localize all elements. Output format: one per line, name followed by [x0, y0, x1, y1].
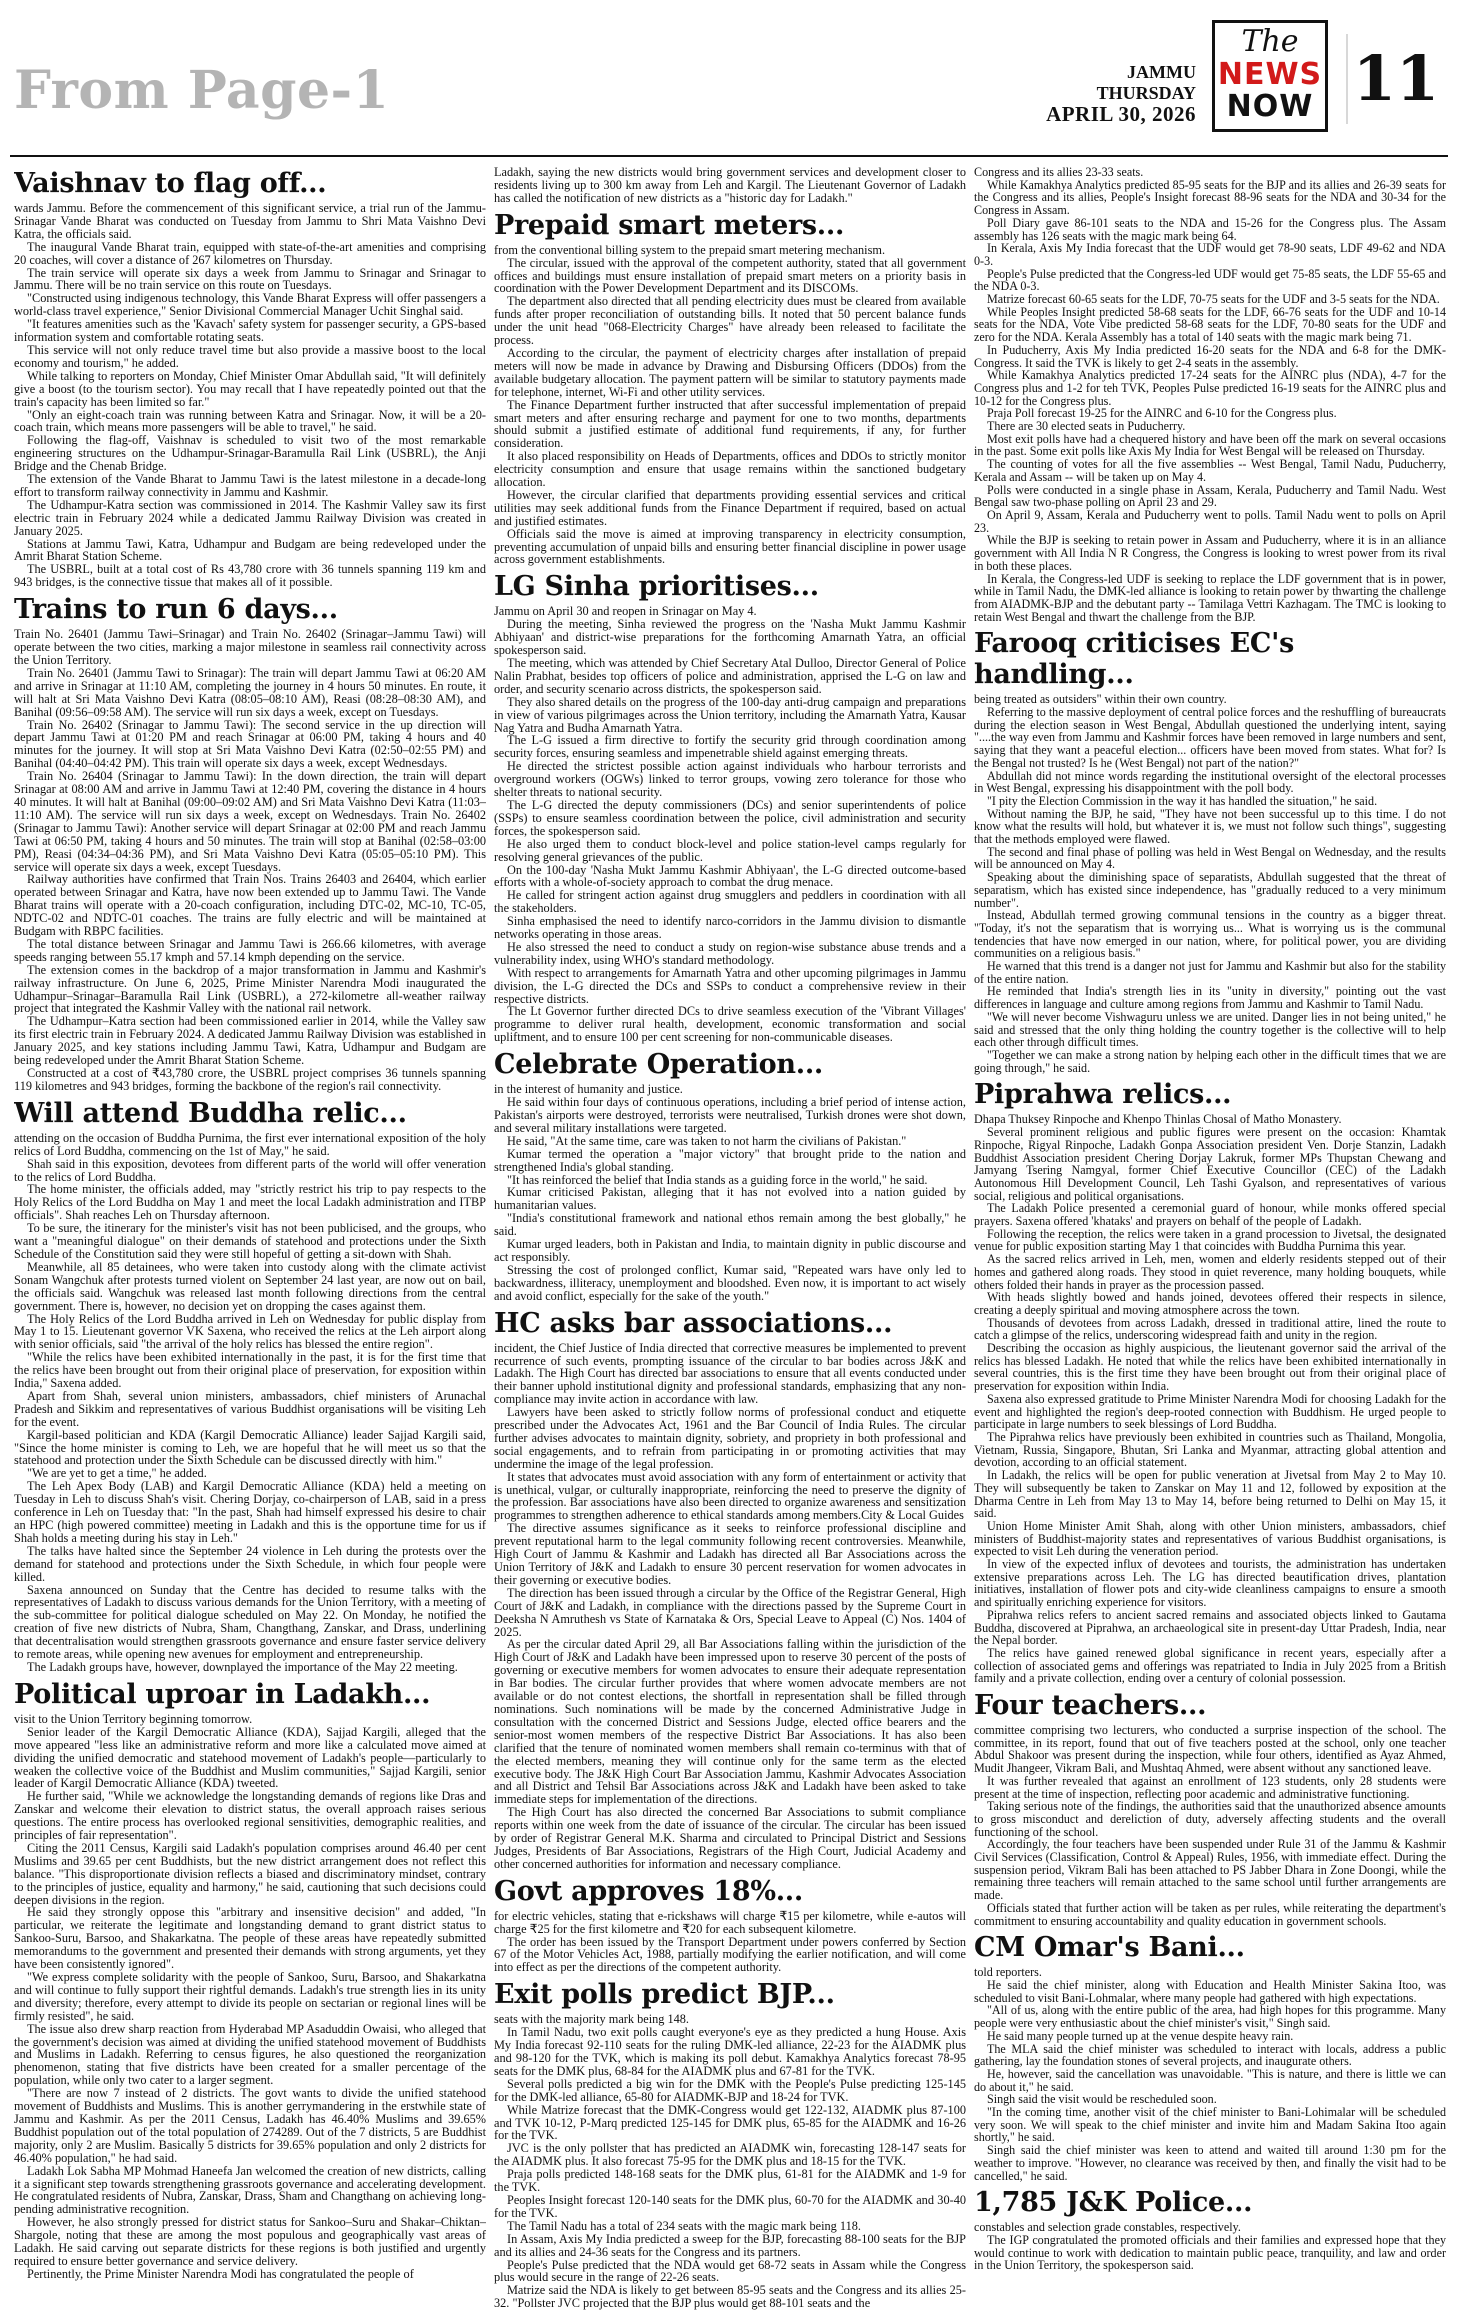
article-paragraph: The meeting, which was attended by Chief Secretary Atal Dulloo, Director General of Police Nalin Prabhat, besides top officers of police and administration, apprised the L-G on law and order, and security scenario across districts, the spokesperson said. [494, 656, 966, 696]
article-paragraph: The MLA said the chief minister was scheduled to interact with locals, address a public gathering, lay the foundation stones of several projects, and inaugurate others. [974, 2041, 1446, 2069]
article-paragraph: The Udhampur-Katra section was commissioned in 2014. The Kashmir Valley saw its first electric train in February 2024 while a dedicated Jammu Railway Division was created in January 2025. [14, 497, 486, 538]
article-paragraph: Following the flag-off, Vaishnav is scheduled to visit two of the most remarkable engineering structures on the Udhampur-Srinagar-Baramulla Rail Link (USBRL), the Anji Bridge and the Chenab Bridge. [14, 433, 486, 474]
article [974, 166, 1446, 623]
article-paragraph: Lawyers have been asked to strictly follow norms of professional conduct and etiquette prescribed under the Advocates Act, 1961 and the Bar Council of India Rules. The circular further advises advocates to maintain dignity, sobriety, and propriety in both professional and social engagements, and to refrain from participating in or promoting activities that may undermine the image of the legal profession. [494, 1405, 966, 1471]
article-paragraph: "Together we can make a strong nation by helping each other in the difficult times that we are going through," he said. [974, 1048, 1446, 1075]
article-paragraph: It was further revealed that against an enrollment of 123 students, only 28 students were present at the time of inspection, reflecting poor academic and administrative functioning. [974, 1773, 1446, 1801]
article-paragraph: "It features amenities such as the 'Kavach' safety system for passenger security, a GPS-based information system and comfortable rotating seats. [14, 317, 486, 345]
article-headline: Farooq criticises EC's handling... [974, 628, 1294, 691]
article-paragraph: The Lt Governor further directed DCs to drive seamless execution of the 'Vibrant Villages' programme to deliver rural health, development, economic transformation and social upliftment, and to ensure 100 per cent screening for non-communicable diseases. [494, 1004, 966, 1045]
article-paragraph: "While the relics have been exhibited internationally in the past, it is for the first time that the relics have been brought out from their original place of preservation, for exposition within India," Saxena added. [14, 1350, 486, 1391]
article-paragraph: He said they strongly oppose this "arbitrary and insensitive decision" and added, "In particular, we reiterate the legitimate and longstanding demand to grant district status to Sankoo-Suru, Barsoo, and Shakarkatna. The people of these areas have repeatedly submitted memorandums to the government and presented their demands with strong arguments, yet they have been consistently ignored". [14, 1905, 486, 1972]
article [494, 210, 966, 567]
article-paragraph: Saxena announced on Sunday that the Centre has decided to resume talks with the representatives of Ladakh to discuss various demands for the Union Territory, with a meeting of the sub-committee for political dialogue scheduled on May 22. On Monday, he notified the creation of five new districts of Nubra, Sham, Changthang, Zanskar, and Drass, underlining that decentralisation would strengthen grassroots governance and ensure faster service delivery to remote areas, while opening new avenues for employment and entrepreneurship. [14, 1582, 486, 1662]
article-paragraph: Kumar urged leaders, both in Pakistan and India, to maintain dignity in public discourse and act responsibly. [494, 1237, 966, 1264]
article-paragraph: In Ladakh, the relics will be open for public veneration at Jivetsal from May 2 to May 10. They will subsequently be taken to Zanskar on May 11 and 12, followed by exposition at the Dharma Centre in Leh from May 13 to May 14, before being returned to Delhi on May 15, it said. [974, 1468, 1446, 1521]
article-paragraph: The USBRL, built at a total cost of Rs 43,780 crore with 36 tunnels spanning 119 km and 943 bridges, is the connective tissue that makes all of it possible. [14, 562, 486, 590]
article-paragraph: This service will not only reduce travel time but also provide a massive boost to the local economy and tourism," he added. [14, 342, 486, 370]
masthead [0, 0, 1458, 160]
article [974, 2187, 1446, 2272]
article-paragraph: The Finance Department further instructed that after successful implementation of prepaid smart meters and after ensuring recharge and payment for one to two months, departments should submit a justified estimate of additional fund requirements, if any, for further consideration. [494, 397, 966, 451]
article-paragraph: Citing the 2011 Census, Kargili said Ladakh's population comprises around 46.40 per cent Muslims and 39.65 per cent Buddhists, but the new district arrangement does not reflect this balance. "This disproportionate division reflects a biased and discriminatory mindset, contrary to the principles of justice, equality and harmony," he said, cautioning that such decisions could deepen divisions in the region. [14, 1840, 486, 1907]
article-paragraph: Most exit polls have had a chequered history and have been off the mark on several occasions in the past. Some exit polls like Axis My India for West Bengal will be released on Thursday. [974, 431, 1446, 459]
article-paragraph: Singh said the visit would be rescheduled soon. [987, 2092, 1217, 2107]
article-paragraph: constables and selection grade constables, respectively. [974, 2220, 1241, 2235]
article-paragraph: Kumar termed the operation a "major victory" that brought pride to the nation and strengthened India's global standing. [494, 1146, 966, 1174]
article-paragraph: Describing the occasion as highly auspicious, the lieutenant governor said the arrival of the relics has blessed Ladakh. He noted that while the relics have been exhibited internationally in several countries, this is the first time they have been brought out from their original place of preservation for exposition within India. [974, 1341, 1446, 1394]
article-paragraph: Train No. 26401 (Jammu Tawi–Srinagar) and Train No. 26402 (Srinagar–Jammu Tawi) will operate between the two cities, marking a major milestone in seamless rail connectivity across the Union Territory. [14, 627, 486, 667]
section-title: From Page-1 [14, 60, 390, 121]
article-paragraph: "Only an eight-coach train was running between Katra and Srinagar. Now, it will be a 20-coach train, which means more passengers will be able to travel," he said. [14, 407, 486, 435]
article-paragraph: The L-G issued a firm directive to fortify the security grid through coordination among security forces, ensuring seamless and impenetrable shield against emerging threats. [494, 733, 966, 761]
article-paragraph: seats with the majority mark being 148. [494, 2012, 690, 2027]
article-paragraph: In Kerala, Axis My India forecast that the UDF would get 78-90 seats, LDF 49-62 and NDA 0-3. [974, 241, 1446, 268]
article-paragraph: Ladakh Lok Sabha MP Mohmad Haneefa Jan welcomed the creation of new districts, calling it a significant step towards strengthening grassroots governance and accelerating development. He congratulated residents of Nubra, Zanskar, Drass, Sham and Changthang on achieving long-pending administrative recognition. [14, 2163, 486, 2217]
article-paragraph: While Peoples Insight predicted 58-68 seats for the LDF, 66-76 seats for the UDF and 10-14 seats for the NDA, Vote Vibe predicted 58-68 seats for the LDF, 70-80 seats for the UDF and zero for the NDA. Kerala Assembly has a total of 140 seats with the magic mark being 71. [974, 304, 1446, 345]
article-paragraph: Accordingly, the four teachers have been suspended under Rule 31 of the Jammu & Kashmir Civil Services (Classification, Control & Appeal) Rules, 1956, with immediate effect. During the suspension period, Vikram Bali has been attached to PS Jabber Dhara in Zone Doongi, while the remaining three teachers will remain attached to the same school until further arrangements are made. [974, 1837, 1446, 1903]
article-paragraph: The Tamil Nadu has a total of 234 seats with the magic mark being 118. [507, 2218, 861, 2233]
article-paragraph: The order has been issued by the Transport Department under powers conferred by Section 67 of the Motor Vehicles Act, 1988, partially modifying the earlier notification, and will come into effect as per the directions of the competent authority. [494, 1934, 966, 1975]
article-paragraph: "Constructed using indigenous technology, this Vande Bharat Express will offer passengers a world-class travel experience," Senior Divisional Commercial Manager Uchit Singhal said. [14, 291, 486, 319]
article-paragraph: According to the circular, the payment of electricity charges after installation of prepaid meters will now be made in advance by Drawing and Disbursing Officers (DDOs) from the available budgetary allocation. The payment pattern will be similar to statutory payments made for telephone, internet, Wi-Fi and other utility services. [494, 345, 966, 399]
article-paragraph: The total distance between Srinagar and Jammu Tawi is 266.66 kilometres, with average speeds ranging between 55.17 kmph and 57.14 kmph depending on the service. [14, 936, 486, 964]
article-paragraph: In view of the expected influx of devotees and tourists, the administration has undertaken extensive preparations across Leh. The LG has directed beautification drives, plantation initiatives, installation of flower pots and city-wide cleanliness campaigns to ensure a smooth and spiritually enriching experience for visitors. [974, 1557, 1446, 1610]
article-paragraph: With respect to arrangements for Amarnath Yatra and other upcoming pilgrimages in Jammu division, the L-G directed the DCs and SSPs to conduct a comprehensive review in their respective districts. [494, 965, 966, 1006]
dateline [1046, 62, 1196, 125]
article-paragraph: Saxena also expressed gratitude to Prime Minister Narendra Modi for choosing Ladakh for the event and highlighted the region's deep-rooted connection with Buddhism. He urged people to participate in large numbers to seek blessings of Lord Buddha. [974, 1391, 1446, 1432]
article-paragraph: The Leh Apex Body (LAB) and Kargil Democratic Alliance (KDA) held a meeting on Tuesday in Leh to discuss Shah's visit. Chering Dorjay, co-chairperson of LAB, said in a press conference in Leh on Tuesday that: "In the past, Shah had himself expressed his desire to chair an HPC (high powered committee) meeting in Ladakh and this is the opportune time for us if Shah holds a meeting during his stay in Leh." [14, 1479, 486, 1545]
article-paragraph: Following the reception, the relics were taken in a grand procession to Jivetsal, the designated venue for public exposition starting May 1 that coincides with Buddha Purnima this year. [974, 1226, 1446, 1254]
article-paragraph: visit to the Union Territory beginning tomorrow. [14, 1711, 253, 1726]
article-paragraph: While Kamakhya Analytics predicted 85-95 seats for the BJP and its allies and 26-39 seats for the Congress and its allies, People's Insight forecast 88-96 seats for the NDA and 30-34 for the Congress in Assam. [974, 177, 1446, 218]
article-paragraph: The Piprahwa relics have previously been exhibited in countries such as Thailand, Mongolia, Vietnam, Russia, Singapore, Bhutan, Sri Lanka and Myanmar, attracting global attention and devotion, according to an official statement. [974, 1429, 1446, 1470]
article-paragraph: While talking to reporters on Monday, Chief Minister Omar Abdullah said, "It will definitely give a boost (to the tourism sector). You may recall that I have repeatedly pointed out that the train's capacity has been limited so far." [14, 368, 486, 409]
article-paragraph: Several polls predicted a big win for the DMK with the People's Pulse predicting 125-145 for the DMK-led alliance, 65-80 for AIADMK-BJP and 18-24 for TVK. [494, 2076, 966, 2104]
article-paragraph: Kumar criticised Pakistan, alleging that it has not evolved into a nation guided by humanitarian values. [494, 1185, 966, 1213]
article-paragraph: Pertinently, the Prime Minister Narendra Modi has congratulated the people of [27, 2266, 414, 2281]
page-number: 11 [1346, 34, 1444, 124]
article-paragraph: While the BJP is seeking to retain power in Assam and Puducherry, where it is in an alliance government with All India N R Congress, the Congress is looking to wrest power from its rival in both these places. [974, 533, 1446, 573]
article-paragraph: "All of us, along with the entire public of the area, had high hopes for this programme. Many people were very enthusiastic about the chief minister's visit," Singh said. [974, 2003, 1446, 2031]
article-paragraph: He called for stringent action against drug smugglers and peddlers in coordination with all the stakeholders. [494, 888, 966, 916]
article-paragraph: Officials stated that further action will be taken as per rules, while reiterating the department's commitment to ensuring accountability and quality education in government schools. [974, 1900, 1446, 1928]
article-paragraph: Dhapa Thuksey Rinpoche and Khenpo Thinlas Chosal of Matho Monastery. [974, 1112, 1342, 1127]
article-paragraph: Jammu on April 30 and reopen in Srinagar on May 4. [494, 604, 757, 619]
article [494, 166, 966, 205]
article-paragraph: They also shared details on the progress of the 100-day anti-drug campaign and preparations in view of various pilgrimages across the Union territory, including the Amarnath Yatra, Kausar Nag Yatra and Budha Amarnath Yatra. [494, 694, 966, 735]
article-paragraph: With heads slightly bowed and hands joined, devotees offered their respects in silence, creating a deeply spiritual and moving atmosphere across the town. [974, 1290, 1446, 1317]
article-paragraph: Poll Diary gave 86-101 seats to the NDA and 15-26 for the Congress plus. The Assam assembly has 126 seats with the magic mark being 64. [974, 215, 1446, 243]
article-paragraph: Train No. 26402 (Srinagar to Jammu Tawi): The second service in the up direction will depart Jammu Tawi at 01:20 PM and reach Srinagar at 06:00 PM, taking 4 hours and 40 minutes for the journey. It will stop at Sri Mata Vaishno Devi Katra (02:50–02:55 PM) and Banihal (04:40–04:42 PM). This train will operate six days a week, except Wednesdays. [14, 717, 486, 771]
article [494, 1308, 966, 1871]
article [974, 1690, 1446, 1927]
article-paragraph: Stressing the cost of prolonged conflict, Kumar said, "Repeated wars have only led to backwardness, illiteracy, unemployment and bloodshed. Even now, it is important to act wisely and avoid conflict, especially for the sake of the youth." [494, 1262, 966, 1303]
article-headline: Piprahwa relics... [974, 1079, 1232, 1111]
article [494, 1049, 966, 1302]
article-paragraph: Peoples Insight forecast 120-140 seats for the DMK plus, 60-70 for the AIADMK and 30-40 for the TVK. [494, 2192, 966, 2220]
logo-the: The [1241, 24, 1299, 59]
article-paragraph: "We will never become Vishwaguru unless we are united. Danger lies in not being united," he said and stressed that the only thing holding the country together is the collective will to help each other through difficult times. [974, 1009, 1446, 1050]
article-paragraph: He said the chief minister, along with Education and Health Minister Sakina Itoo, was scheduled to visit Bani-Lohmalar, where many people had gathered with high expectations. [974, 1978, 1446, 2005]
article-paragraph: Polls were conducted in a single phase in Assam, Kerala, Puducherry and Tamil Nadu. West Bengal saw two-phase polling on April 23 and 29. [974, 482, 1446, 510]
article-paragraph: Constructed at a cost of ₹43,780 crore, the USBRL project comprises 36 tunnels spanning 119 kilometres and 943 bridges, forming the backbone of the region's rail connectivity. [14, 1066, 486, 1093]
article-paragraph: "India's constitutional framework and national ethos remain among the best globally," he said. [494, 1211, 966, 1239]
article-headline: Four teachers... [974, 1690, 1207, 1722]
article-paragraph: Meanwhile, all 85 detainees, who were taken into custody along with the climate activist Sonam Wangchuk after protests turned violent on September 24 last year, are now out on bail, the officials said. Wangchuk was released last month following directions from the central government. There is, however, no decision yet on dropping the cases against them. [14, 1259, 486, 1313]
article [14, 168, 486, 589]
article-paragraph: The second and final phase of polling was held in West Bengal on Wednesday, and the results will be announced on May 4. [974, 844, 1446, 872]
article-headline: CM Omar's Bani... [974, 1932, 1245, 1964]
article-paragraph: The directive assumes significance as it seeks to reinforce professional discipline and prevent reputational harm to the legal community following recent controversies. Meanwhile, High Court of Jammu & Kashmir and Ladakh has directed all Bar Associations across the Union Territory of J&K and Ladakh to ensure 30 percent reservation for women advocates in their governing or executive bodies. [494, 1521, 966, 1587]
article-headline: Exit polls predict BJP... [494, 1979, 835, 2011]
article-paragraph: committee comprising two lecturers, who conducted a surprise inspection of the school. The committee, in its report, found that out of five teachers posted at the school, only one teacher Abdul Shakoor was present during the inspection, while four others, identified as Ayaz Ahmed, Mudit Jhangeer, Vikram Bali, and Mushtaq Ahmed, were absent without any sanctioned leave. [974, 1723, 1446, 1776]
column-2 [494, 166, 966, 2316]
article-paragraph: As the sacred relics arrived in Leh, men, women and elderly residents stepped out of their homes and gathered along roads. They stood in quiet reverence, many holding bouquets, while others folded their hands in prayer as the procession passed. [974, 1252, 1446, 1292]
article-paragraph: People's Pulse predicted that the NDA would get 68-72 seats in Assam while the Congress plus would secure in the range of 22-26 seats. [494, 2257, 966, 2285]
article-paragraph: attending on the occasion of Buddha Purnima, the first ever international exposition of the holy relics of Lord Buddha, commencing on the 1st of May," he said. [14, 1130, 486, 1158]
article-paragraph: In Tamil Nadu, two exit polls caught everyone's eye as they predicted a hung House. Axis My India forecast 92-110 seats for the ruling DMK-led alliance, 22-23 for the AIADMK plus and 98-120 for the TVK, which is making its poll debut. Kamakhya Analytics forecast 78-95 seats for the DMK plus, 68-84 for the AIADMK plus and 67-81 for the TVK. [494, 2025, 966, 2078]
article-paragraph: Railway authorities have confirmed that Train Nos. Trains 26403 and 26404, which earlier operated between Srinagar and Katra, have now been extended up to Jammu Tawi. The Vande Bharat trains will operate with a 20-coach configuration, including DTC-02, MC-10, TC-05, NDTC-02 and NDTC-01 coaches. The trains are fully electric and will be maintained at Budgam with RBPC facilities. [14, 872, 486, 939]
article-paragraph: The relics have gained renewed global significance in recent years, especially after a collection of associated gems and offerings was repatriated to India in July 2025 from a British family and a private collection, ending over a century of colonial possession. [974, 1645, 1446, 1686]
article-paragraph: In Assam, Axis My India predicted a sweep for the BJP, forecasting 88-100 seats for the BJP and its allies and 24-36 seats for the Congress and its partners. [494, 2231, 966, 2259]
dateline-date: APRIL 30, 2026 [1046, 102, 1196, 126]
article-paragraph: The home minister, the officials added, may "strictly restrict his trip to pay respects to the Holy Relics of the Lord Buddha on May 1 and meet the local Ladakh administration and ITBP officials". Shah reaches Leh on Thursday afternoon. [14, 1182, 486, 1223]
article-paragraph: The L-G directed the deputy commissioners (DCs) and senior superintendents of police (SSPs) to ensure seamless coordination between the police, civil administration and security forces, the spokesperson said. [494, 797, 966, 838]
article [494, 1876, 966, 1975]
article [974, 628, 1446, 1074]
article-paragraph: He directed the strictest possible action against individuals who harbour terrorists and overground workers (OGWs) linked to terror groups, vowing zero tolerance for those who shelter threats to national security. [494, 759, 966, 800]
article-paragraph: in the interest of humanity and justice. [494, 1082, 683, 1097]
article-paragraph: Senior leader of the Kargil Democratic Alliance (KDA), Sajjad Kargili, alleged that the move appeared "less like an administrative reform and more like a calculated move aimed at dividing the unified democratic and statehood movement of Ladakh's people—particularly to weaken the collective voice of the Buddhist and Muslim communities," Sajjad Kargili, senior leader of Kargil Democratic Alliance (KDA) tweeted. [14, 1724, 486, 1791]
article-headline: Vaishnav to flag off... [14, 168, 327, 199]
article-paragraph: told reporters. [974, 1965, 1042, 1980]
article-paragraph: Matrize said the NDA is likely to get between 85-95 seats and the Congress and its allies 25-32. "Pollster JVC projected that the BJP plus would get 88-101 seats and the [494, 2283, 966, 2311]
article-paragraph: He said, "At the same time, care was taken to not harm the civilians of Pakistan." [507, 1133, 907, 1148]
dateline-weekday: THURSDAY [1096, 83, 1196, 103]
article-paragraph: being treated as outsiders" within their own country. [974, 692, 1227, 707]
dateline-city: JAMMU [1127, 62, 1196, 82]
article-paragraph: Singh said the chief minister was keen to attend and waited till around 1:30 pm for the weather to improve. "However, no clearance was received by then, and finally the visit had to be cancelled," he said. [974, 2143, 1446, 2183]
article-paragraph: Ladakh, saying the new districts would bring government services and development closer to residents living up to 300 km away from Leh and Kargil. The Lieutenant Governor of Ladakh has called the notification of new districts as a "historic day for Ladakh." [494, 166, 966, 205]
article-headline: Govt approves 18%... [494, 1875, 804, 1907]
article-paragraph: He, however, said the cancellation was unavoidable. "This is nature, and there is little we can do about it," he said. [974, 2066, 1446, 2094]
article-headline: Political uproar in Ladakh... [14, 1678, 431, 1710]
article-paragraph: Congress and its allies 23-33 seats. [974, 166, 1144, 179]
column-1 [14, 166, 486, 2316]
article-paragraph: Abdullah did not mince words regarding the institutional oversight of the electoral processes in West Bengal, expressing his disappointment with the poll body. [974, 768, 1446, 796]
article-paragraph: Officials said the move is aimed at improving transparency in electricity consumption, preventing accumulation of unpaid bills and ensuring better financial discipline in power usage across government establishments. [494, 526, 966, 567]
article-paragraph: He also stressed the need to conduct a study on region-wise substance abuse trends and a vulnerability index, using WHO's standard methodology. [494, 939, 966, 967]
article-paragraph: People's Pulse predicted that the Congress-led UDF would get 75-85 seats, the LDF 55-65 and the NDA 0-3. [974, 266, 1446, 294]
article-headline: HC asks bar associations... [494, 1307, 893, 1339]
article-paragraph: He reminded that India's strength lies in its "unity in diversity," pointing out the vast differences in language and culture among regions from Jammu and Kashmir to Tamil Nadu. [974, 984, 1446, 1012]
article-paragraph: There are 30 elected seats in Puducherry. [987, 419, 1186, 434]
article-paragraph: While Kamakhya Analytics predicted 17-24 seats for the AINRC plus (NDA), 4-7 for the Congress plus and 1-2 for teh TVK, Peoples Pulse predicted 16-19 seats for the AINRC plus and 10-12 for the Congress plus. [974, 368, 1446, 408]
article-paragraph: Referring to the massive deployment of central police forces and the reshuffling of bureaucrats during the election season in West Bengal, Abdullah questioned the underlying intent, saying "....the way even from Jammu and Kashmir forces have been removed in large numbers and sent, saying that they want a peaceful election... officers have been moved from states. What for? Is the Bengal not trusted? Is he (West Bengal) not part of the nation?" [974, 705, 1446, 770]
article-paragraph: JVC is the only pollster that has predicted an AIADMK win, forecasting 128-147 seats for the AIADMK plus. It also forecast 75-95 for the DMK plus and 18-15 for the TVK. [494, 2141, 966, 2169]
article [14, 1098, 486, 1674]
article-paragraph: The IGP congratulated the promoted officials and their families and expressed hope that they would continue to work with dedication to maintain public peace, tranquility, and law and order in the Union Territory, the spokesperson said. [974, 2232, 1446, 2273]
article-paragraph: Kargil-based politician and KDA (Kargil Democratic Alliance) leader Sajjad Kargili said, "Since the home minister is coming to Leh, we are hopeful that he will meet us so that the statehood and protection under the Sixth Schedule can be discussed directly with him." [14, 1427, 486, 1468]
article-paragraph: Praja Poll forecast 19-25 for the AINRC and 6-10 for the Congress plus. [987, 406, 1337, 421]
article-paragraph: Without naming the BJP, he said, "They have not been successful up to this time. I do not know what the results will hold, but whatever it is, we must not follow such things", suggesting that the methods employed were flawed. [974, 806, 1446, 847]
article-headline: LG Sinha prioritises... [494, 571, 819, 603]
logo-news: NEWS [1217, 57, 1323, 92]
article-paragraph: incident, the Chief Justice of India directed that corrective measures be implemented to prevent recurrence of such events, prompting issuance of the circular to bar bodies across J&K and Ladakh. The High Court has directed bar associations to ensure that all events conducted under their banner uphold institutional dignity and professional standards, emphasizing that any non-compliance may invite action in accordance with law. [494, 1340, 966, 1407]
article-headline: Trains to run 6 days... [14, 594, 338, 626]
article-headline: 1,785 J&K Police... [974, 2187, 1253, 2219]
article-paragraph: The extension of the Vande Bharat to Jammu Tawi is the latest milestone in a decade-long effort to transform railway connectivity in Jammu and Kashmir. [14, 472, 486, 499]
article-paragraph: As per the circular dated April 29, all Bar Associations falling within the jurisdiction of the High Court of J&K and Ladakh have been impressed upon to reserve 30 percent of the posts of governing or executive members for women advocates to ensure their adequate representation in Bar bodies. The circular further provides that where women advocate members are not available or do not contest elections, the shortfall in representation shall be filled through nominations. Such nominations will be made by the concerned Administrative Judge in consultation with the concerned District and Sessions Judge, elected office bearers and the senior-most women members of the respective District Bar Associations. It has also been clarified that the tenure of nominated women members shall remain co-terminus with that of the elected members, meaning they will continue only for the same term as the elected executive body. The J&K High Court Bar Association Jammu, Kashmir Advocates Association and all District and Tehsil Bar Associations across J&K and Ladakh have been asked to take immediate steps for implementation of the directions. [494, 1637, 966, 1807]
article-paragraph: The department also directed that all pending electricity dues must be cleared from available funds after proper reconciliation of outstanding bills. It noted that 50 percent balance funds under the unit head "068-Electricity Charges" have already been released to facilitate the process. [494, 294, 966, 348]
article-paragraph: During the meeting, Sinha reviewed the progress on the 'Nasha Mukt Jammu Kashmir Abhiyaan' and district-wise preparations for the forthcoming Amarnath Yatra, an official spokesperson said. [494, 617, 966, 658]
article-paragraph: Stations at Jammu Tawi, Katra, Udhampur and Budgam are being redeveloped under the Amrit Bharat Station Scheme. [14, 536, 486, 564]
article-paragraph: Praja polls predicted 148-168 seats for the DMK plus, 61-81 for the AIADMK and 1-9 for the TVK. [494, 2167, 966, 2195]
article-paragraph: "It has reinforced the belief that India stands as a guiding force in the world," he said. [507, 1172, 928, 1187]
article-paragraph: On April 9, Assam, Kerala and Puducherry went to polls. Tamil Nadu went to polls on April 23. [974, 507, 1446, 535]
article-paragraph: The issue also drew sharp reaction from Hyderabad MP Asaduddin Owaisi, who alleged that the government's decision was aimed at dividing the unified statehood movement of Buddhists and Muslims in Ladakh. Referring to census figures, he also questioned the reorganization phenomenon, stating that five districts have been created for a smaller percentage of the population, while only two cater to a larger segment. [14, 2021, 486, 2088]
article [14, 1679, 486, 2281]
article [974, 1932, 1446, 2182]
article-paragraph: wards Jammu. Before the commencement of this significant service, a trial run of the Jammu-Srinagar Vande Bharat was conducted on Tuesday from Jammu to Shri Mata Vaishno Devi Katra, the officials said. [14, 201, 486, 241]
article-paragraph: He said many people turned up at the venue despite heavy rain. [987, 2028, 1294, 2043]
article-headline: Prepaid smart meters... [494, 209, 845, 241]
article-paragraph: It also placed responsibility on Heads of Departments, offices and DDOs to strictly monitor electricity consumption and ensure that usage remains within the sanctioned budgetary allocation. [494, 449, 966, 490]
article [14, 594, 486, 1093]
article-paragraph: The Ladakh Police presented a ceremonial guard of honour, while monks offered special prayers. Saxena offered 'khataks' and prayers on behalf of the people of Ladakh. [974, 1201, 1446, 1229]
article-paragraph: "We express complete solidarity with the people of Sankoo, Suru, Barsoo, and Shakarkatna and will continue to fully support their rightful demands. Ladakh's true strength lies in its unity and diversity; therefore, every attempt to divide its people on sectarian or regional lines will be firmly resisted", he said. [14, 1970, 486, 2023]
article-paragraph: "I pity the Election Commission in the way it has handled the situation," he said. [987, 793, 1378, 808]
article-paragraph: The Udhampur–Katra section had been commissioned earlier in 2014, while the Valley saw its first electric train in February 2024. A dedicated Jammu Railway Division was established in January 2025, and key stations including Jammu Tawi, Katra, Udhampur and Budgam are being redeveloped under the Amrit Bharat Station Scheme. [14, 1014, 486, 1068]
article-paragraph: In Puducherry, Axis My India predicted 16-20 seats for the NDA and 6-8 for the DMK-Congress. It said the TVK is likely to get 2-4 seats in the assembly. [974, 342, 1446, 370]
article-headline: Celebrate Operation... [494, 1049, 824, 1081]
article-paragraph: "We are yet to get a time," he added. [27, 1466, 207, 1481]
article-paragraph: for electric vehicles, stating that e-rickshaws will charge ₹15 per kilometre, while e-autos will charge ₹25 for the first kilometre and ₹20 for each subsequent kilometre. [494, 1908, 966, 1936]
article-paragraph: While Matrize forecast that the DMK-Congress would get 122-132, AIADMK plus 87-100 and TVK 10-12, P-Marq predicted 125-145 for DMK plus, 65-85 for the AIADMK and 16-26 for the TVK. [494, 2102, 966, 2143]
logo-now: NOW [1226, 89, 1314, 124]
newspaper-logo [1212, 20, 1328, 132]
article-paragraph: Union Home Minister Amit Shah, along with other Union ministers, ambassadors, chief ministers of Buddhist-majority states and representatives of various Buddhist organisations, is expected to visit Leh during the veneration period. [974, 1518, 1446, 1559]
article-paragraph: The talks have halted since the September 24 violence in Leh during the protests over the demand for statehood and protections under the Sixth Schedule, in which four people were killed. [14, 1543, 486, 1584]
article-paragraph: However, the circular clarified that departments providing essential services and critical utilities may seek additional funds from the Finance Department if required, based on actual and justified estimates. [494, 487, 966, 528]
article-paragraph: In Kerala, the Congress-led UDF is seeking to replace the LDF government that is in power, while in Tamil Nadu, the DMK-led alliance is looking to retain power by thwarting the challenge from AIADMK-BJP and the debutant party -- Tamilaga Vettri Kazhagam. The TMC is looking to retain West Bengal and thwart the challenge from the BJP. [974, 571, 1446, 624]
article [974, 1079, 1446, 1685]
article-paragraph: The counting of votes for all the five assemblies -- West Bengal, Tamil Nadu, Puducherry, Kerala and Assam -- will be taken up on May 4. [974, 457, 1446, 484]
article-paragraph: from the conventional billing system to the prepaid smart metering mechanism. [494, 242, 886, 257]
article-paragraph: Instead, Abdullah termed growing communal tensions in the country as a bigger threat. "Today, it's not the separatism that is worrying us... What is worrying us is the communal tendencies that have now emerged in our nation, where, for political power, you are dividing communities on a religious basis." [974, 908, 1446, 961]
article-paragraph: Several prominent religious and public figures were present on the occasion: Khamtak Rinpoche, Rigyal Rinpoche, Ladakh Gonpa Association president Ven. Dorje Stanzin, Ladakh Buddhist Association president Chering Dorjay Lakruk, former MPs Thupstan Chewang and Jamyang Tsering Namgyal, former Chief Executive Councillor (CEC) of the Ladakh Autonomous Hill Development Council, Leh Tashi Gyalson, and representatives of various social, religious and political organisations. [974, 1125, 1446, 1203]
article-paragraph: Piprahwa relics refers to ancient sacred remains and associated objects linked to Gautama Buddha, discovered at Piprahwa, an archaeological site in present-day Uttar Pradesh, India, near the Nepal border. [974, 1607, 1446, 1648]
article-paragraph: "In the coming time, another visit of the chief minister to Bani-Lohimalar will be scheduled very soon. We will speak to the chief minister and invite him and Madam Sakina Itoo again shortly," he said. [974, 2105, 1446, 2145]
article-paragraph: The Holy Relics of the Lord Buddha arrived in Leh on Wednesday for public display from May 1 to 15. Lieutenant governor VK Saxena, who received the relics at the Leh airport along with senior officials, said "the arrival of the holy relics has blessed the entire region". [14, 1311, 486, 1352]
article-paragraph: He further said, "While we acknowledge the longstanding demands of regions like Dras and Zanskar and welcome their elevation to district status, the overall approach raises serious questions. The entire process has overlooked regional sensitivities, demographic realities, and principles of fair representation". [14, 1789, 486, 1843]
article-paragraph: The Ladakh groups have, however, downplayed the importance of the May 22 meeting. [27, 1659, 458, 1674]
article-paragraph: On the 100-day 'Nasha Mukt Jammu Kashmir Abhiyaan', the L-G directed outcome-based efforts with a whole-of-society approach to combat the drug menace. [494, 862, 966, 890]
article-paragraph: However, he also strongly pressed for district status for Sankoo–Suru and Shakar–Chiktan–Shargole, noting that these are among the most populous and geographically vast areas of Ladakh. He said carving out separate districts for these regions is both justified and urgently required to ensure better governance and service delivery. [14, 2215, 486, 2268]
masthead-divider [10, 155, 1448, 157]
article-headline: Will attend Buddha relic... [14, 1097, 407, 1129]
article-paragraph: Shah said in this exposition, devotees from different parts of the world will offer veneration to the relics of Lord Buddha. [14, 1156, 486, 1184]
article-paragraph: The direction has been issued through a circular by the Office of the Registrar General, High Court of J&K and Ladakh, in compliance with the directions passed by the Supreme Court in Deeksha N Amruthesh vs State of Karnataka & Ors, Special Leave to Appeal (C) Nos. 1404 of 2025. [494, 1585, 966, 1639]
article-paragraph: "There are now 7 instead of 2 districts. The govt wants to divide the unified statehood movement of Buddhists and Muslims. This is another gerrymandering in the erstwhile state of Jammu and Kashmir. As per the 2011 Census, Ladakh has 46.40% Muslims and 39.65% Buddhist population out of the total population of 274289. Out of the 7 districts, 5 are Buddhist majority, only 2 are Muslim. Basically 5 districts for 39.65% population and only 2 districts for 46.40% population," he had said. [14, 2086, 486, 2165]
article-paragraph: Taking serious note of the findings, the authorities said that the unauthorized absence amounts to gross misconduct and dereliction of duty, adversely affecting students and the overall functioning of the school. [974, 1799, 1446, 1839]
article-paragraph: The train service will operate six days a week from Jammu to Srinagar and Srinagar to Jammu. There will be no train service on this route on Tuesdays. [14, 265, 486, 293]
article [494, 1979, 966, 2310]
article-paragraph: Sinha emphasised the need to identify narco-corridors in the Jammu division to dismantle networks operating in those areas. [494, 914, 966, 942]
article-paragraph: Matrize forecast 60-65 seats for the LDF, 70-75 seats for the UDF and 3-5 seats for the NDA. [987, 292, 1440, 307]
article-paragraph: The extension comes in the backdrop of a major transformation in Jammu and Kashmir's railway infrastructure. On June 6, 2025, Prime Minister Narendra Modi inaugurated the Udhampur–Srinagar–Baramulla Rail Link (USBRL), a 272-kilometre all-weather railway project that integrated the Kashmir Valley with the national rail network. [14, 962, 486, 1016]
article-paragraph: Train No. 26401 (Jammu Tawi to Srinagar): The train will depart Jammu Tawi at 06:20 AM and arrive in Srinagar at 11:10 AM, completing the journey in 4 hours 50 minutes. En route, it will halt at Sri Mata Vaishno Devi Katra (08:05–08:10 AM), Reasi (08:28–08:30 AM), and Banihal (09:56–09:58 AM). The service will run six days a week, except on Tuesdays. [14, 665, 486, 719]
article-paragraph: Apart from Shah, several union ministers, ambassadors, chief ministers of Arunachal Pradesh and Sikkim and representatives of various Buddhist organisations will be visiting Leh for the event. [14, 1388, 486, 1429]
article-paragraph: He also urged them to conduct block-level and police station-level camps regularly for resolving general grievances of the public. [494, 836, 966, 864]
article-paragraph: The inaugural Vande Bharat train, equipped with state-of-the-art amenities and comprising 20 coaches, will cover a distance of 267 kilometres on Thursday. [14, 239, 486, 267]
article-paragraph: To be sure, the itinerary for the minister's visit has not been publicised, and the groups, who want a "meaningful dialogue" on their demands of statehood and protections under the Sixth Schedule of the Constitution said they were still hopeful of getting a sit-down with Shah. [14, 1221, 486, 1261]
article-paragraph: The circular, issued with the approval of the competent authority, stated that all government offices and buildings must ensure installation of prepaid smart meters on a priority basis in coordination with the Power Development Department and its DISCOMs. [494, 255, 966, 296]
article [494, 571, 966, 1044]
article-paragraph: Train No. 26404 (Srinagar to Jammu Tawi): In the down direction, the train will depart Srinagar at 08:00 AM and arrive in Jammu Tawi at 12:40 PM, covering the distance in 4 hours 40 minutes. It will halt at Banihal (09:00–09:02 AM) and Sri Mata Vaishno Devi Katra (11:03–11:10 AM). The service will run six days a week, except on Wednesdays. Train No. 26402 (Srinagar to Jammu Tawi): Another service will depart Srinagar at 02:00 PM and reach Jammu Tawi at 06:50 PM, taking 4 hours and 50 minutes. The train will stop at Banihal (02:58–03:00 PM), Reasi (04:34–04:36 PM), and Sri Mata Vaishno Devi Katra (05:05–05:10 PM). This service will operate six days a week, except Tuesdays. [14, 769, 486, 874]
article-paragraph: He warned that this trend is a danger not just for Jammu and Kashmir but also for the stability of the entire nation. [974, 959, 1446, 986]
article-paragraph: It states that advocates must avoid association with any form of entertainment or activity that is unethical, vulgar, or culturally inappropriate, reinforcing the need to preserve the dignity of the profession. Bar associations have also been directed to organize awareness and sensitization programmes to strengthen adherence to ethical standards among members.City & Local Guides [494, 1469, 966, 1523]
article-paragraph: Thousands of devotees from across Ladakh, dressed in traditional attire, lined the route to catch a glimpse of the relics, underscoring widespread faith and unity in the region. [974, 1315, 1446, 1343]
article-paragraph: The High Court has also directed the concerned Bar Associations to submit compliance reports within one week from the date of issuance of the circular. The circular has been issued by order of Registrar General M.K. Sharma and circulated to Principal District and Sessions Judges, Presidents of Bar Associations, Registrars of the High Court, Judicial Academy and other concerned authorities for information and necessary compliance. [494, 1805, 966, 1871]
article-paragraph: He said within four days of continuous operations, including a brief period of intense action, Pakistan's airports were destroyed, terrorists were neutralised, Turkish drones were shot down, and several military installations were targeted. [494, 1095, 966, 1135]
article-paragraph: Speaking about the diminishing space of separatists, Abdullah suggested that the threat of separatism, which has existed since independence, has "gradually reduced to a very minimum number". [974, 870, 1446, 910]
column-3 [974, 166, 1446, 2316]
